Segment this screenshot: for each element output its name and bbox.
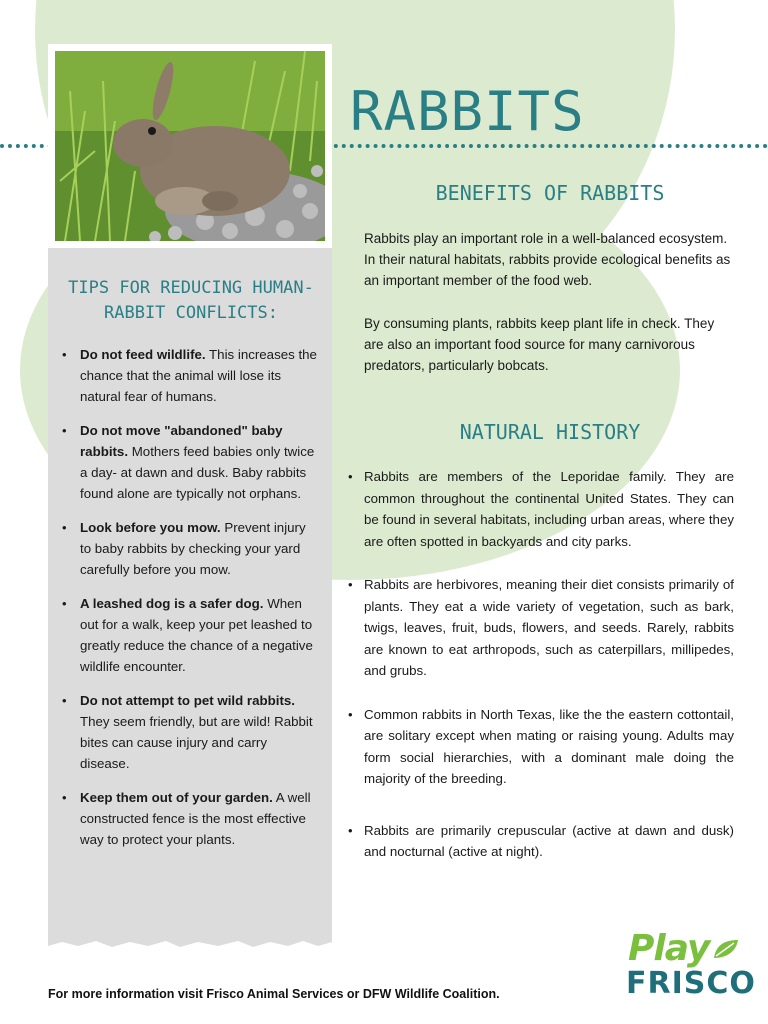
rabbit-photo-frame xyxy=(48,44,332,248)
list-item: • Rabbits are primarily crepuscular (active at dawn and dusk) and nocturnal (active at night). xyxy=(346,820,734,863)
list-item xyxy=(60,344,318,407)
benefits-paragraph-2: By consuming plants, rabbits keep plant life in check. They are also an important food source for many carnivorous predators, particularly bobcats. xyxy=(364,316,715,373)
tip-text: They seem friendly, but are wild! Rabbit bites can cause injury and carry disease. xyxy=(80,714,313,771)
tip-bold: Do not attempt to pet wild rabbits. xyxy=(80,693,295,708)
tips-list xyxy=(60,344,318,863)
tip-text: This increases the chance that the animal will lose its natural fear of humans. xyxy=(80,347,317,404)
logo-frisco-text: FRISCO xyxy=(626,966,756,1001)
tip-bold: Keep them out of your garden. xyxy=(80,790,273,805)
torn-edge xyxy=(48,934,332,948)
list-item xyxy=(60,787,318,850)
list-item: • Rabbits are members of the Leporidae family. They are common throughout the continental United States. They can be found in several habitats, including urban areas, where they are often spotted in backyards and city parks. xyxy=(346,466,734,552)
leaf-icon xyxy=(712,938,740,960)
tip-text: A well constructed fence is the most effective way to protect your plants. xyxy=(80,790,311,847)
benefits-heading: BENEFITS OF RABBITS xyxy=(435,181,665,205)
rabbit-photo xyxy=(55,51,325,241)
list-item: • Rabbits are herbivores, meaning their diet consists primarily of plants. They eat a wide variety of vegetation, such as bark, twigs, leaves, fruit, buds, flowers, and seeds. Rarely, rabbits are known to eat arthropods, such as caterpillars, millipedes, and grubs. xyxy=(346,574,734,682)
tip-text: Prevent injury to baby rabbits by checking your yard carefully before you mow. xyxy=(80,520,306,577)
benefits-paragraph-1: Rabbits play an important role in a well-balanced ecosystem. In their natural habitats, rabbits provide ecological benefits as an important member of the food web. xyxy=(364,231,731,288)
list-item xyxy=(60,420,318,504)
tip-bold: A leashed dog is a safer dog. xyxy=(80,596,264,611)
list-item: • Common rabbits in North Texas, like the the eastern cottontail, are solitary except when mating or raising young. Adults may form social hierarchies, with a dominant male doing the majority of the breeding. xyxy=(346,704,734,790)
tips-heading: TIPS FOR REDUCING HUMAN-RABBIT CONFLICTS: xyxy=(68,278,314,323)
tip-bold: Do not move "abandoned" baby rabbits. xyxy=(80,423,283,459)
tip-text: When out for a walk, keep your pet leashed to greatly reduce the chance of a negative wildlife encounter. xyxy=(80,596,313,674)
footer-note: For more information visit Frisco Animal Services or DFW Wildlife Coalition. xyxy=(48,987,500,1001)
logo-play-text: Play xyxy=(628,928,710,969)
list-item xyxy=(60,690,318,774)
tip-text: Mothers feed babies only twice a day- at dawn and dusk. Baby rabbits found alone are typically not orphans. xyxy=(80,444,315,501)
tip-bold: Look before you mow. xyxy=(80,520,221,535)
list-item xyxy=(60,517,318,580)
natural-history-list xyxy=(346,466,734,885)
natural-history-heading: NATURAL HISTORY xyxy=(459,420,641,444)
list-item xyxy=(60,593,318,677)
play-frisco-logo xyxy=(626,928,756,1001)
page-title: RABBITS xyxy=(350,80,585,143)
tip-bold: Do not feed wildlife. xyxy=(80,347,206,362)
